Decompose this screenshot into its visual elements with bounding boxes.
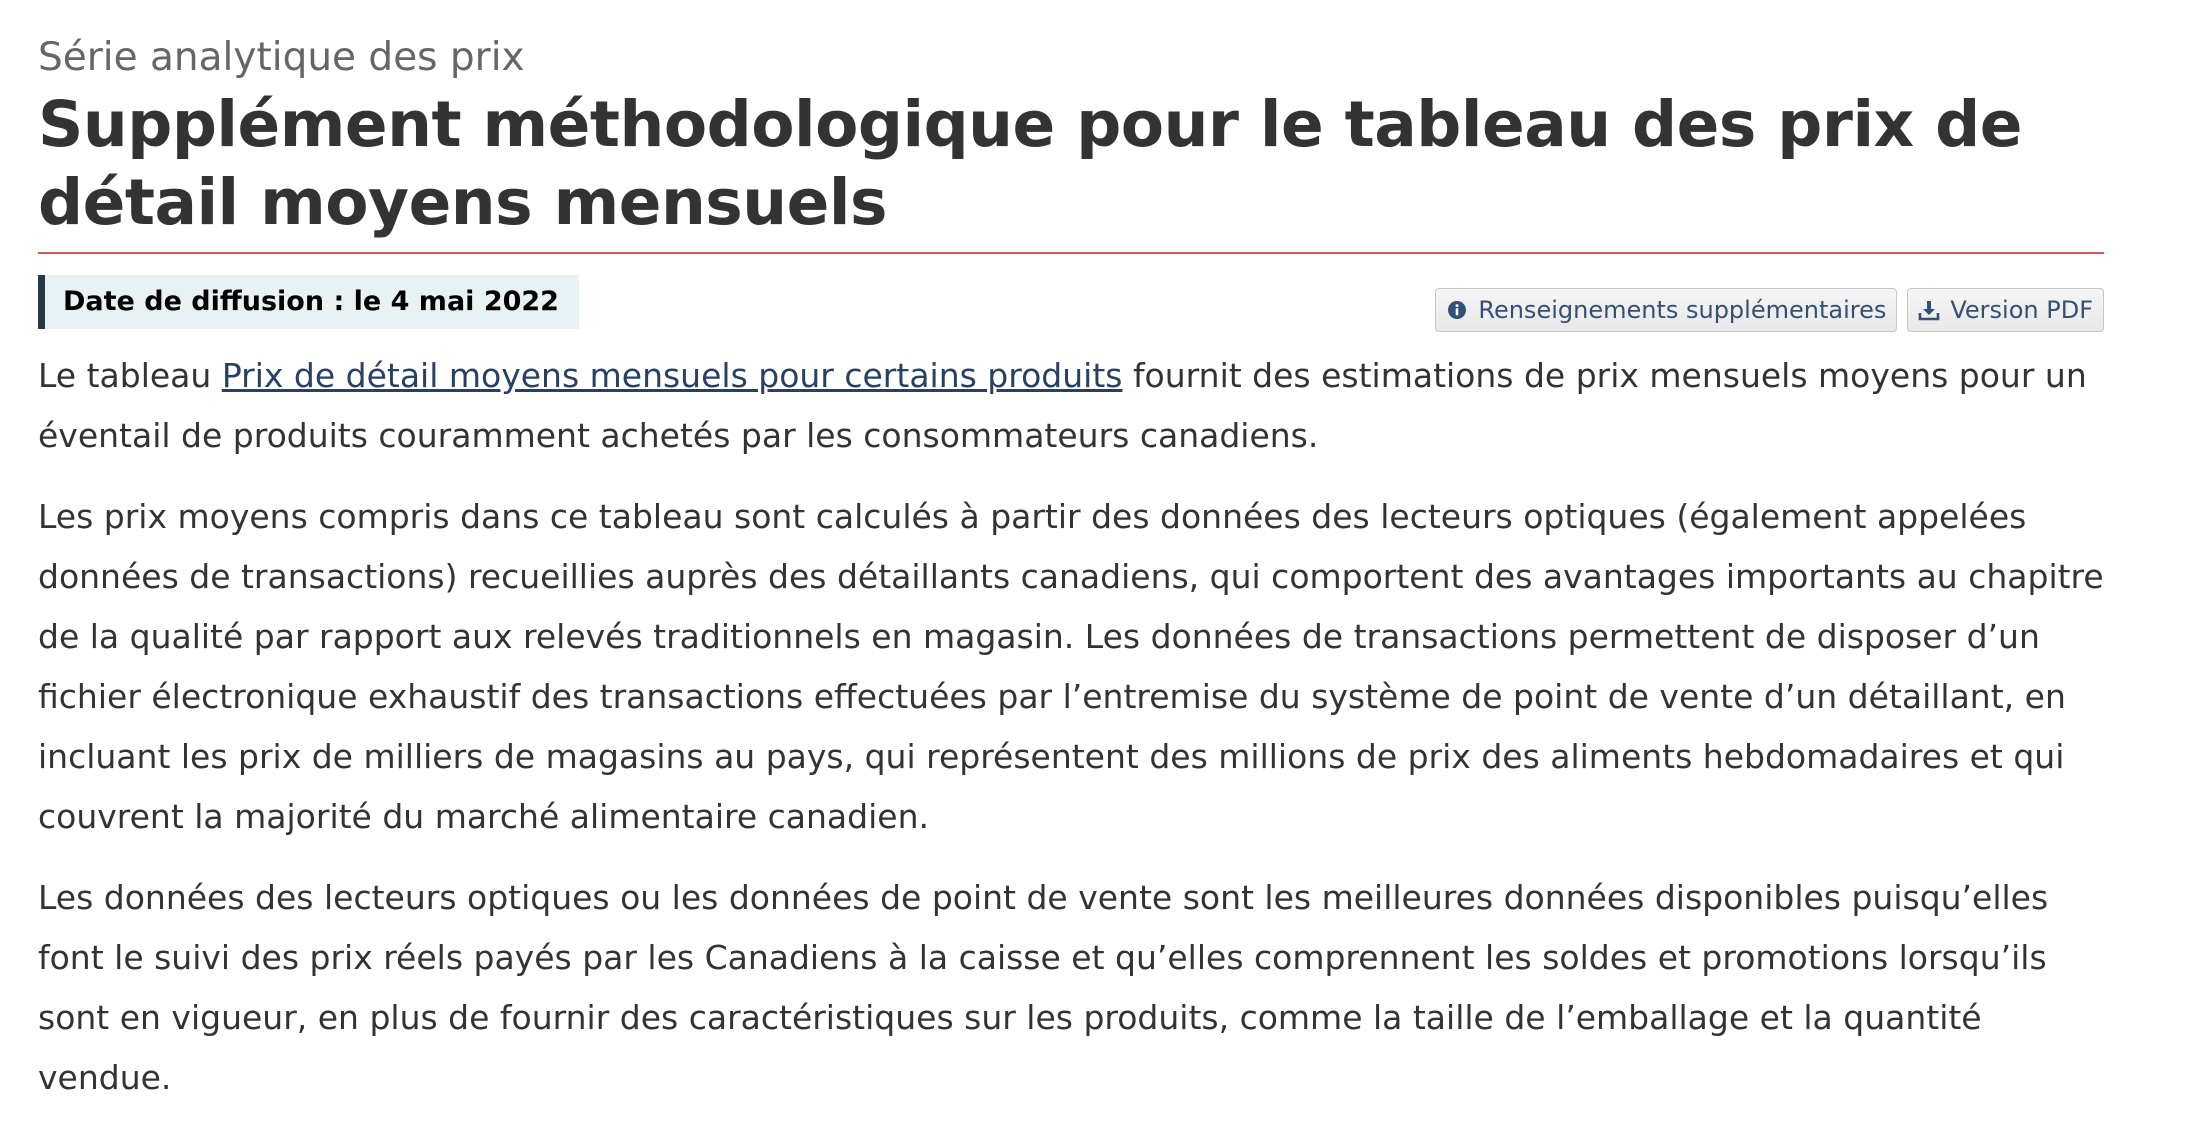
pdf-version-button[interactable]	[1907, 288, 2104, 332]
paragraph-scanner-data: Les prix moyens compris dans ce tableau sont calculés à partir des données des lecteurs optiques (également appelées données de transactions) recueillies auprès des détaillants canadiens, qui comportent des avantages importants au chapitre de la qualité par rapport aux relevés traditionnels en magasin. Les données de transactions permettent de disposer d’un fichier électronique exhaustif des transactions effectuées par l’entremise du système de point de vente d’un détaillant, en incluant les prix de milliers de magasins au pays, qui représentent des millions de prix des aliments hebdomadaires et qui couvrent la majorité du marché alimentaire canadien.	[38, 497, 2104, 836]
paragraph-intro-start: Le tableau	[38, 356, 222, 395]
paragraph-intro	[38, 346, 2104, 466]
title-divider	[38, 252, 2104, 254]
info-circle-icon	[1446, 299, 1468, 321]
paragraph-point-of-sale: Les données des lecteurs optiques ou les données de point de vente sont les meilleures données disponibles puisqu’elles font le suivi des prix réels payés par les Canadiens à la caisse et qu’elles comprennent les soldes et promotions lorsqu’ils sont en vigueur, en plus de fournir des caractéristiques sur les produits, comme la taille de l’emballage et la quantité vendue.	[38, 878, 2049, 1097]
article-body	[38, 346, 2104, 1129]
page-actions	[1435, 288, 2104, 332]
paragraph-intro-end: fournit des estimations de prix mensuels moyens pour un éventail de produits couramment achetés par les consommateurs canadiens.	[38, 356, 2087, 455]
more-info-button[interactable]	[1435, 288, 1897, 332]
average-prices-table-link[interactable]: Prix de détail moyens mensuels pour certains produits	[221, 356, 1123, 395]
download-icon	[1918, 299, 1940, 321]
pdf-version-label: Version PDF	[1950, 296, 2093, 324]
page-title: Supplément méthodologique pour le tableau des prix de détail moyens mensuels	[38, 88, 2022, 239]
release-date-badge: Date de diffusion : le 4 mai 2022	[38, 275, 579, 329]
series-label: Série analytique des prix	[38, 35, 525, 80]
more-info-label: Renseignements supplémentaires	[1478, 296, 1887, 324]
